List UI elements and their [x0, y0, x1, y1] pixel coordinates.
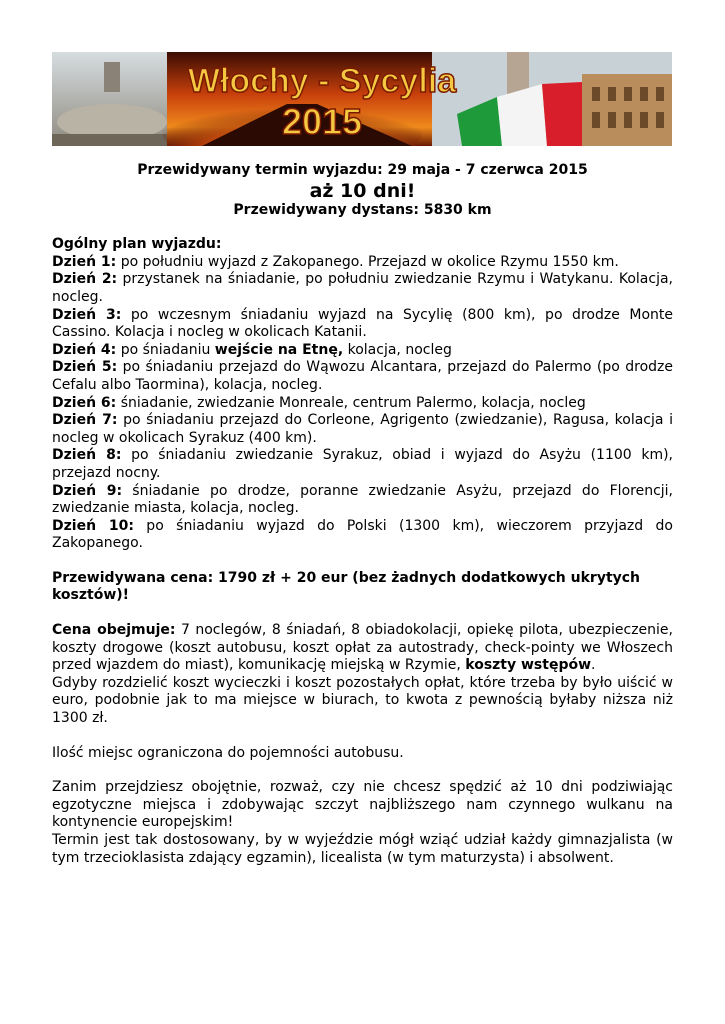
plan-day-3: Dzień 3: po wczesnym śniadaniu wyjazd na Sycylię (800 km), po drodze Monte Cassino. Kolacja i nocleg w okolicach Katanii.: [52, 306, 673, 341]
banner-title-line1: Włochy - Sycylia: [187, 62, 457, 100]
plan-day-8: Dzień 8: po śniadaniu zwiedzanie Syrakuz, obiad i wyjazd do Asyżu (1100 km), przejazd nocny.: [52, 447, 673, 481]
plan-day-6: Dzień 6: śniadanie, zwiedzanie Monreale, centrum Palermo, kolacja, nocleg: [52, 394, 586, 411]
plan-day-7: Dzień 7: po śniadaniu przejazd do Corleone, Agrigento (zwiedzanie), Ragusa, kolacja i nocleg w okolicach Syrakuz (400 km).: [52, 412, 673, 446]
plan-day-4: Dzień 4: po śniadaniu wejście na Etnę, kolacja, nocleg: [52, 341, 452, 358]
plan-day-5: Dzień 5: po śniadaniu przejazd do Wąwozu Alcantara, przejazd do Palermo (po drodze Cefalu albo Taormina), kolacja, nocleg.: [52, 359, 673, 393]
document-body: [52, 162, 673, 867]
banner-illustration: [52, 52, 672, 146]
price-info: Przewidywana cena: 1790 zł + 20 eur (bez żadnych dodatkowych ukrytych kosztów)!: [52, 569, 641, 604]
colosseum: [582, 74, 672, 146]
closing-paragraph-2: Termin jest tak dostosowany, by w wyjeździe mógł wziąć udział każdy gimnazjalista (w tym trzecioklasista zdający egzamin), licealista (w tym maturzysta) i absolwent.: [52, 832, 673, 866]
closing-paragraph-1: Zanim przejdziesz obojętnie, rozważ, czy nie chcesz spędzić aż 10 dni podziwiając egzotyczne miejsca i zdobywając szczyt najbliższego nam czynnego wulkanu na kontynencie europejskim!: [52, 779, 673, 831]
trip-duration: aż 10 dni!: [309, 179, 416, 202]
plan-day-9: Dzień 9: śniadanie po drodze, poranne zwiedzanie Asyżu, przejazd do Florencji, zwiedzanie miasta, kolacja, nocleg.: [52, 482, 673, 517]
plan-day-1: Dzień 1: po południu wyjazd z Zakopanego. Przejazd w okolice Rzymu 1550 km.: [52, 253, 619, 270]
limited-seats: Ilość miejsc ograniczona do pojemności autobusu.: [52, 744, 404, 761]
price-includes: Cena obejmuje: 7 noclegów, 8 śniadań, 8 obiadokolacji, opiekę pilota, ubezpieczenie, koszty drogowe (koszt autobusu, koszt opłat za autostrady, check-pointy we Włoszech przed wjazdem do miast), komunikację miejską w Rzymie, koszty wstępów.: [52, 622, 673, 674]
plan-day-10: Dzień 10: po śniadaniu wyjazd do Polski (1300 km), wieczorem przyjazd do Zakopanego.: [52, 517, 673, 552]
split-cost-note: Gdyby rozdzielić koszt wycieczki i koszt pozostałych opłat, które trzeba by było uiścić w euro, podobnie jak to ma miejsce w biurach, to kwota z pewnością byłaby niższa niż 1300 zł.: [52, 674, 673, 727]
banner-title-line2: 2015: [281, 101, 363, 142]
trip-distance: Przewidywany dystans: 5830 km: [233, 201, 492, 218]
trip-term: Przewidywany termin wyjazdu: 29 maja - 7 czerwca 2015: [137, 162, 588, 178]
plan-day-2: Dzień 2: przystanek na śniadanie, po południu zwiedzanie Rzymu i Watykanu. Kolacja, nocleg.: [52, 271, 673, 305]
plan-heading: Ogólny plan wyjazdu:: [52, 236, 222, 253]
banner-image: [52, 52, 672, 146]
